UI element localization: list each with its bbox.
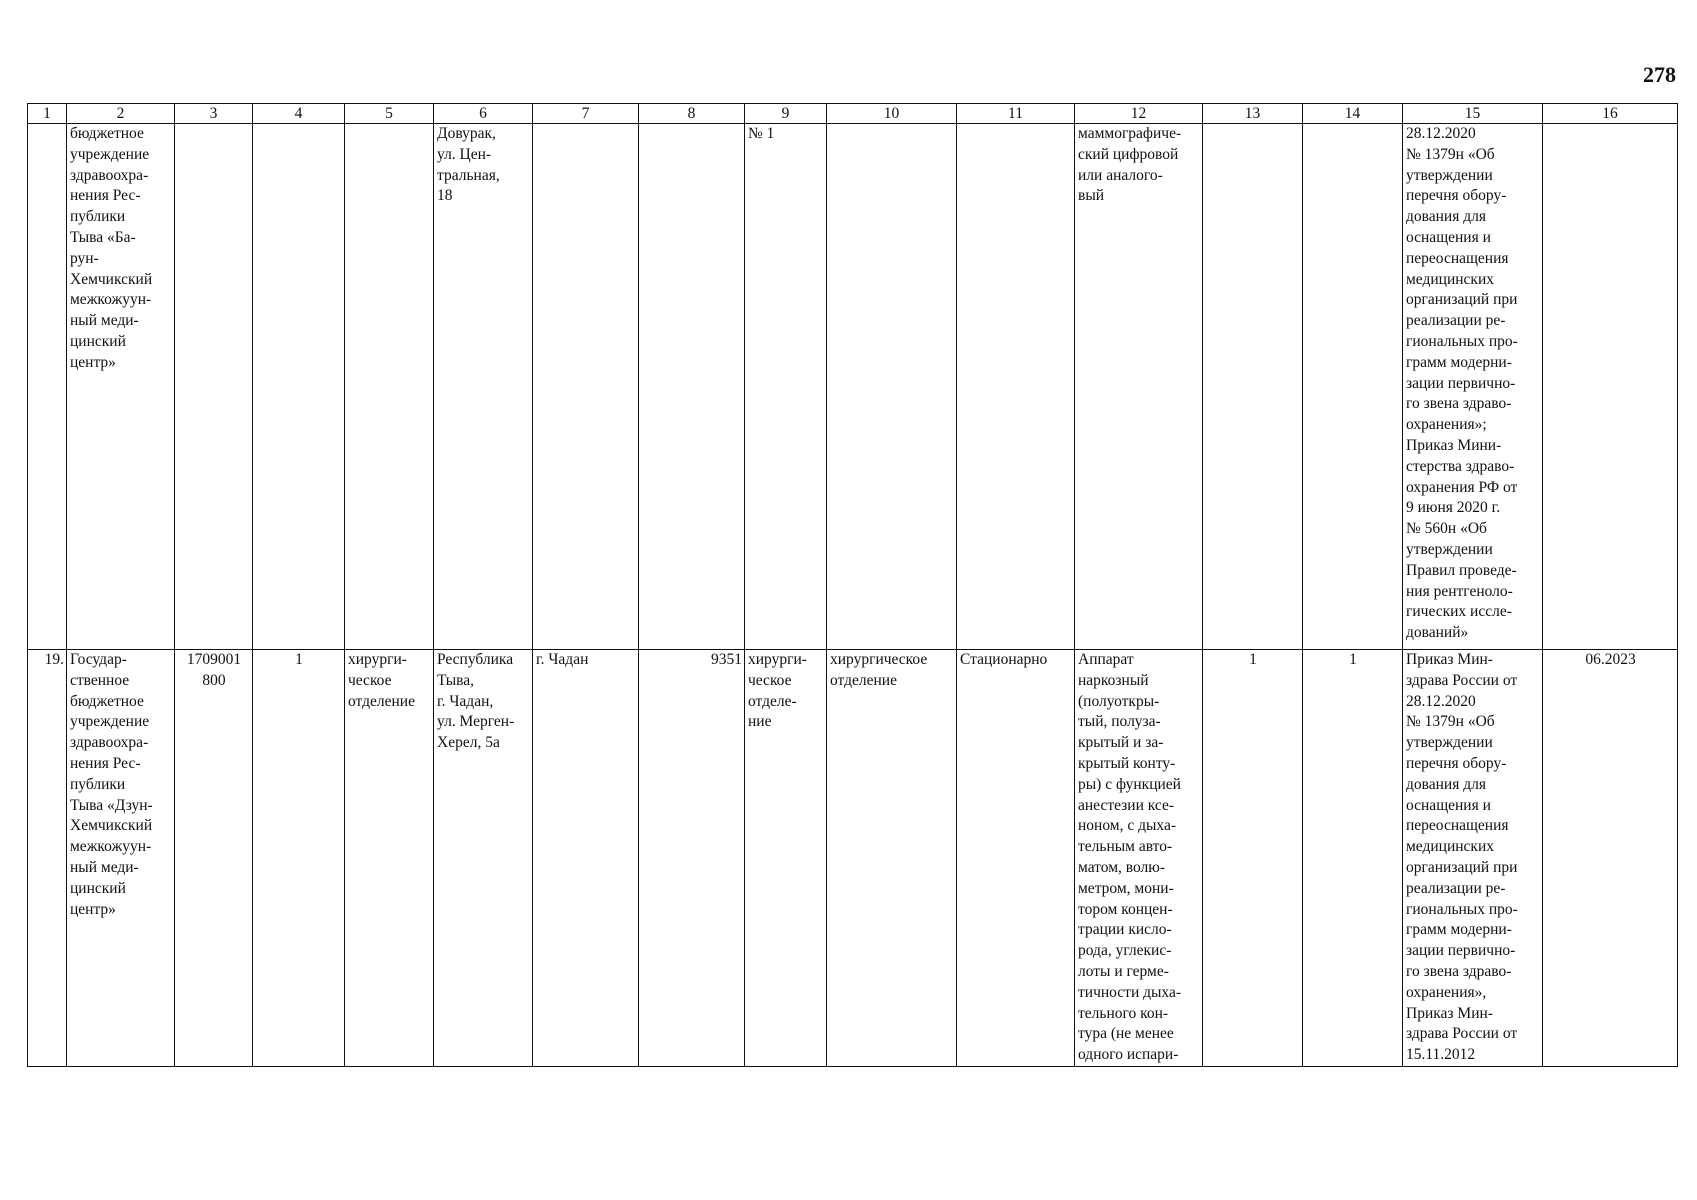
table-row <box>28 124 1678 650</box>
number-cell: 9351 <box>639 650 745 1067</box>
quantity-cell: 1 <box>1303 650 1403 1067</box>
column-header: 1 <box>28 104 67 124</box>
unit-cell: хирурги- ческое отделение <box>345 650 434 1067</box>
regulation-cell: 28.12.2020 № 1379н «Об утверждении перечня обору- дования для оснащения и переоснащения медицинских организаций при реализации ре- гиональных про- грамм модерни- зации первично- го звена здраво- охранения»; Приказ Мини- стерства здраво- охранения РФ от 9 июня 2020 г. № 560н «Об утверждении Правил проведе- ния рентгеноло- гических иссле- дований» <box>1403 124 1543 650</box>
column-header: 9 <box>745 104 827 124</box>
registry-table <box>27 103 1678 1067</box>
department-cell: № 1 <box>745 124 827 650</box>
institution-name-cell: бюджетное учреждение здравоохра- нения Рес- публики Тыва «Ба- рун- Хемчикский межкожуун- ный меди- цинский центр» <box>67 124 175 650</box>
equipment-cell: Аппарат наркозный (полуоткры- тый, полуза- крытый и за- крытый конту- ры) с функцией анестезии ксе- ноном, с дыха- тельным авто- матом, волю- метром, мони- тором концен- трации кисло- рода, углекис- лоты и герме- тичности дыха- тельного кон- тура (не менее одного испари- <box>1075 650 1203 1067</box>
address-cell: Республика Тыва, г. Чадан, ул. Мерген- Херел, 5а <box>434 650 533 1067</box>
column-header: 10 <box>827 104 957 124</box>
date-cell <box>1543 124 1678 650</box>
quantity-cell <box>1203 124 1303 650</box>
care-condition-cell: Стационарно <box>957 650 1075 1067</box>
quantity-cell <box>1303 124 1403 650</box>
regulation-cell: Приказ Мин- здрава России от 28.12.2020 № 1379н «Об утверждении перечня обору- дования для оснащения и переоснащения медицинских организаций при реализации ре- гиональных про- грамм модерни- зации первично- го звена здраво- охранения», Приказ Мин- здрава России от 15.11.2012 <box>1403 650 1543 1067</box>
number-cell <box>639 124 745 650</box>
column-header: 2 <box>67 104 175 124</box>
locality-cell: г. Чадан <box>533 650 639 1067</box>
column-header: 16 <box>1543 104 1678 124</box>
department-profile-cell: хирургическое отделение <box>827 650 957 1067</box>
equipment-cell: маммографиче- ский цифровой или аналого- вый <box>1075 124 1203 650</box>
department-cell: хирурги- ческое отделе- ние <box>745 650 827 1067</box>
column-header: 11 <box>957 104 1075 124</box>
unit-cell <box>345 124 434 650</box>
column-header: 3 <box>175 104 253 124</box>
department-profile-cell <box>827 124 957 650</box>
column-header: 12 <box>1075 104 1203 124</box>
column-header: 15 <box>1403 104 1543 124</box>
column-header: 7 <box>533 104 639 124</box>
column-header: 6 <box>434 104 533 124</box>
count-cell <box>253 124 345 650</box>
column-header: 13 <box>1203 104 1303 124</box>
locality-cell <box>533 124 639 650</box>
row-number-cell <box>28 124 67 650</box>
date-cell: 06.2023 <box>1543 650 1678 1067</box>
header-row <box>28 104 1678 124</box>
row-number-cell: 19. <box>28 650 67 1067</box>
column-header: 14 <box>1303 104 1403 124</box>
page-number: 278 <box>1643 62 1676 87</box>
count-cell: 1 <box>253 650 345 1067</box>
column-header: 4 <box>253 104 345 124</box>
table-row <box>28 650 1678 1067</box>
code-cell: 1709001 800 <box>175 650 253 1067</box>
institution-name-cell: Государ- ственное бюджетное учреждение здравоохра- нения Рес- публики Тыва «Дзун- Хемчикский межкожуун- ный меди- цинский центр» <box>67 650 175 1067</box>
care-condition-cell <box>957 124 1075 650</box>
address-cell: Довурак, ул. Цен- тральная, 18 <box>434 124 533 650</box>
quantity-cell: 1 <box>1203 650 1303 1067</box>
code-cell <box>175 124 253 650</box>
column-header: 5 <box>345 104 434 124</box>
column-header: 8 <box>639 104 745 124</box>
